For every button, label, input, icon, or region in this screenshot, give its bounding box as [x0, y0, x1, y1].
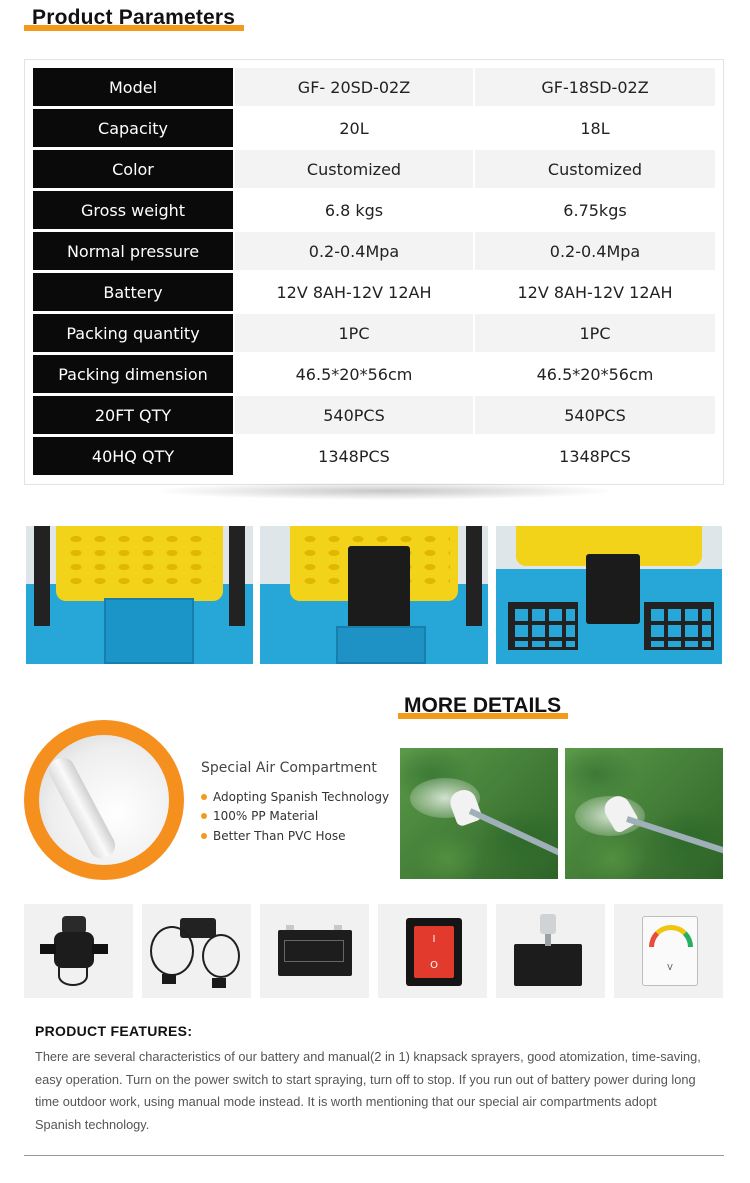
row-label: Packing quantity	[33, 314, 233, 352]
row-value-2: GF-18SD-02Z	[475, 68, 715, 106]
table-shadow	[150, 482, 620, 500]
row-label: Color	[33, 150, 233, 188]
row-value-2: 12V 8AH-12V 12AH	[475, 273, 715, 311]
row-label: Capacity	[33, 109, 233, 147]
meter-unit: V	[667, 963, 673, 972]
row-label: Packing dimension	[33, 355, 233, 393]
row-label: Battery	[33, 273, 233, 311]
row-label: Model	[33, 68, 233, 106]
row-value-2: 46.5*20*56cm	[475, 355, 715, 393]
row-value-1: 1348PCS	[235, 437, 473, 475]
pump-icon	[24, 904, 133, 998]
row-value-1: 20L	[235, 109, 473, 147]
sprayer-battery-compartment-photo	[260, 526, 488, 664]
rocker-switch-icon	[378, 904, 487, 998]
battery-icon	[260, 904, 369, 998]
table-row	[33, 232, 715, 270]
table-row	[33, 437, 715, 475]
table-row	[33, 109, 715, 147]
row-value-1: GF- 20SD-02Z	[235, 68, 473, 106]
nozzle-photo-1	[400, 748, 558, 879]
row-label: 20FT QTY	[33, 396, 233, 434]
row-value-1: 540PCS	[235, 396, 473, 434]
row-label: Normal pressure	[33, 232, 233, 270]
air-compartment-photo	[39, 735, 169, 865]
compartment-title: Special Air Compartment	[201, 760, 377, 776]
switch-cable-icon	[142, 904, 251, 998]
table-row	[33, 355, 715, 393]
rocker-mark: O	[430, 959, 438, 971]
list-item: 100% PP Material	[201, 807, 389, 827]
compartment-bullets	[201, 787, 389, 846]
voltmeter-icon	[614, 904, 723, 998]
row-value-1: 46.5*20*56cm	[235, 355, 473, 393]
row-label: 40HQ QTY	[33, 437, 233, 475]
row-value-1: 12V 8AH-12V 12AH	[235, 273, 473, 311]
rocker-mark: I	[432, 933, 436, 945]
params-table	[24, 59, 724, 485]
row-value-2: 18L	[475, 109, 715, 147]
row-value-1: 1PC	[235, 314, 473, 352]
row-value-1: Customized	[235, 150, 473, 188]
section-title: Product Parameters	[32, 6, 236, 29]
row-value-1: 0.2-0.4Mpa	[235, 232, 473, 270]
table-row	[33, 68, 715, 106]
table-row	[33, 314, 715, 352]
features-body: There are several characteristics of our battery and manual(2 in 1) knapsack sprayers, good atomization, time-saving, easy operation. Turn on the power switch to start spraying, turn off to stop. If you run out of battery power during long time outdoor work, using manual mode instead. It is worth mentioning that our special air compartments adopt Spanish technology.	[35, 1049, 701, 1132]
row-value-2: 540PCS	[475, 396, 715, 434]
table-row	[33, 191, 715, 229]
bullet-icon	[201, 813, 207, 819]
row-value-2: 1348PCS	[475, 437, 715, 475]
list-item: Adopting Spanish Technology	[201, 787, 389, 807]
table-row	[33, 273, 715, 311]
sprayer-open-grids-photo	[496, 526, 722, 664]
nozzle-photo-2	[565, 748, 723, 879]
row-value-2: 1PC	[475, 314, 715, 352]
bottom-divider	[24, 1155, 724, 1156]
row-value-2: 0.2-0.4Mpa	[475, 232, 715, 270]
row-value-2: Customized	[475, 150, 715, 188]
table-row	[33, 396, 715, 434]
features-title: PRODUCT FEATURES:	[35, 1023, 193, 1039]
row-label: Gross weight	[33, 191, 233, 229]
pressure-regulator-icon	[496, 904, 605, 998]
list-item: Better Than PVC Hose	[201, 826, 389, 846]
bullet-icon	[201, 833, 207, 839]
bullet-icon	[201, 794, 207, 800]
row-value-2: 6.75kgs	[475, 191, 715, 229]
table-row	[33, 150, 715, 188]
row-value-1: 6.8 kgs	[235, 191, 473, 229]
sprayer-back-photo	[26, 526, 253, 664]
more-details-title: MORE DETAILS	[404, 694, 562, 717]
